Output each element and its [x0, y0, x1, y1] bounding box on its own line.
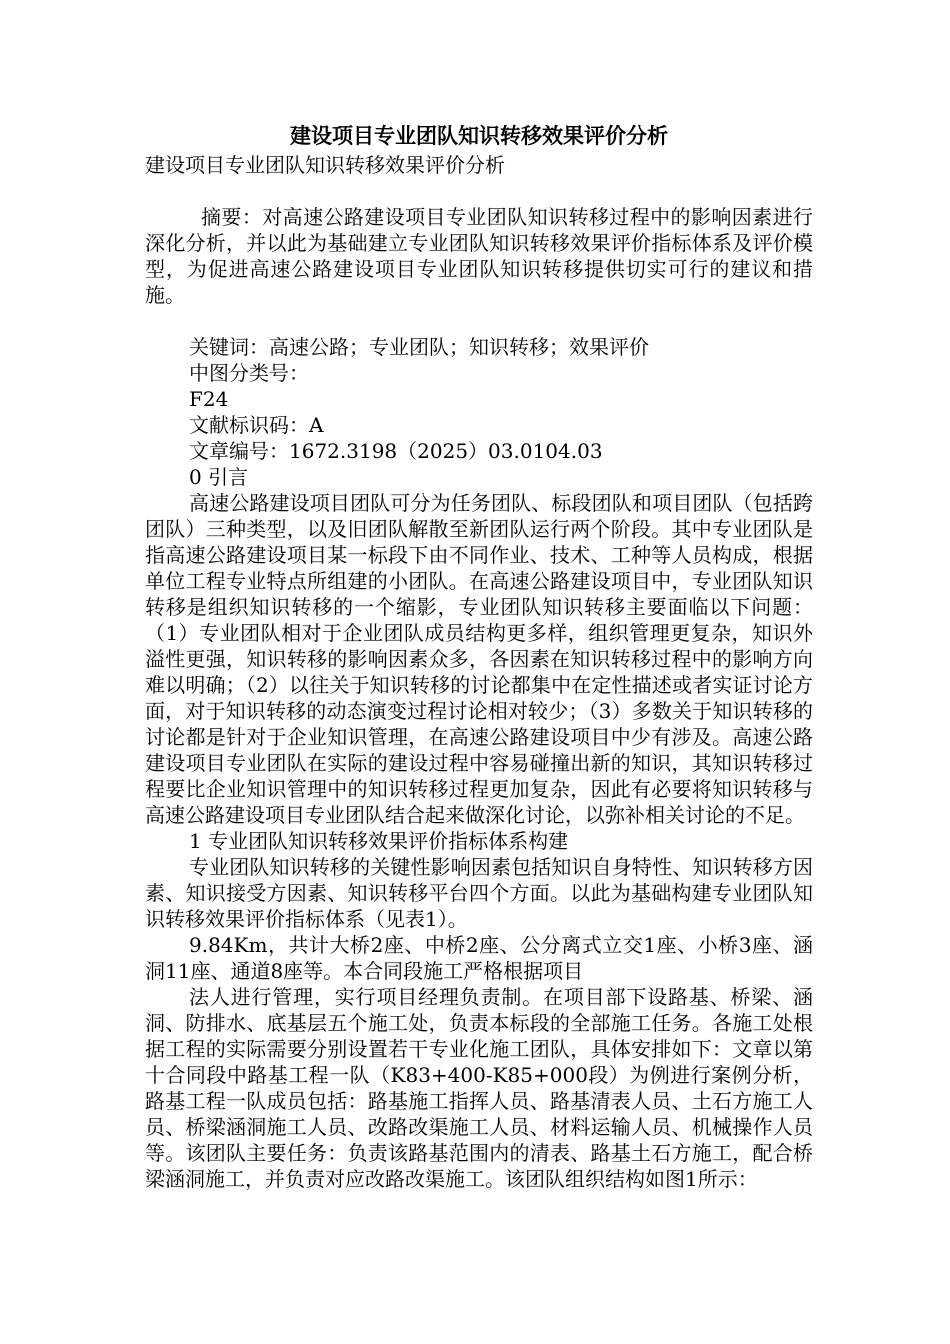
section-1-paragraph-3: 法人进行管理，实行项目经理负责制。在项目部下设路基、桥梁、涵洞、防排水、底基层五个施工处，负责本标段的全部施工任务。各施工处根据工程的实际需要分别设置若干专业化施工团队，具体安排如下：文章以第十合同段中路基工程一队（K83+400-K85+000段）为例进行案例分析，路基工程一队成员包括：路基施工指挥人员、路基清表人员、土石方施工人员、桥梁涵洞施工人员、改路改渠施工人员、材料运输人员、机械操作人员等。该团队主要任务：负责该路基范围内的清表、路基土石方施工，配合桥梁涵洞施工，并负责对应改路改渠施工。该团队组织结构如图1所示：	[145, 985, 813, 1191]
section-1-paragraph-2: 9.84Km，共计大桥2座、中桥2座、公分离式立交1座、小桥3座、涵洞11座、通道8座等。本合同段施工严格根据项目	[145, 933, 813, 983]
document-title: 建设项目专业团队知识转移效果评价分析	[290, 124, 668, 148]
section-1-paragraph-1: 专业团队知识转移的关键性影响因素包括知识自身特性、知识转移方因素、知识接受方因素、知识转移平台四个方面。以此为基础构建专业团队知识转移效果评价指标体系（见表1）。	[145, 855, 813, 931]
clc-label: 中图分类号：	[189, 361, 309, 385]
document-code-line: 文献标识码：A	[189, 413, 324, 437]
document-subtitle: 建设项目专业团队知识转移效果评价分析	[145, 153, 505, 177]
keywords-line: 关键词：高速公路；专业团队；知识转移；效果评价	[189, 335, 649, 359]
document-page	[145, 120, 813, 1192]
abstract-paragraph: 摘要：对高速公路建设项目专业团队知识转移过程中的影响因素进行深化分析，并以此为基础建立专业团队知识转移效果评价指标体系及评价模型，为促进高速公路建设项目专业团队知识转移提供切实可行的建议和措施。	[145, 205, 813, 307]
clc-value: F24	[189, 387, 229, 411]
article-number-line: 文章编号：1672.3198（2025）03.0104.03	[189, 439, 603, 463]
section-0-heading: 0 引言	[189, 465, 249, 489]
section-0-paragraph: 高速公路建设项目团队可分为任务团队、标段团队和项目团队（包括跨团队）三种类型，以及旧团队解散至新团队运行两个阶段。其中专业团队是指高速公路建设项目某一标段下由不同作业、技术、工种等人员构成，根据单位工程专业特点所组建的小团队。在高速公路建设项目中，专业团队知识转移是组织知识转移的一个缩影，专业团队知识转移主要面临以下问题：（1）专业团队相对于企业团队成员结构更多样，组织管理更复杂，知识外溢性更强，知识转移的影响因素众多，各因素在知识转移过程中的影响方向难以明确；（2）以往关于知识转移的讨论都集中在定性描述或者实证讨论方面，对于知识转移的动态演变过程讨论相对较少；（3）多数关于知识转移的讨论都是针对于企业知识管理，在高速公路建设项目中少有涉及。高速公路建设项目专业团队在实际的建设过程中容易碰撞出新的知识，其知识转移过程要比企业知识管理中的知识转移过程更加复杂，因此有必要将知识转移与高速公路建设项目专业团队结合起来做深化讨论，以弥补相关讨论的不足。	[145, 491, 813, 827]
section-1-heading: 1 专业团队知识转移效果评价指标体系构建	[189, 829, 569, 853]
